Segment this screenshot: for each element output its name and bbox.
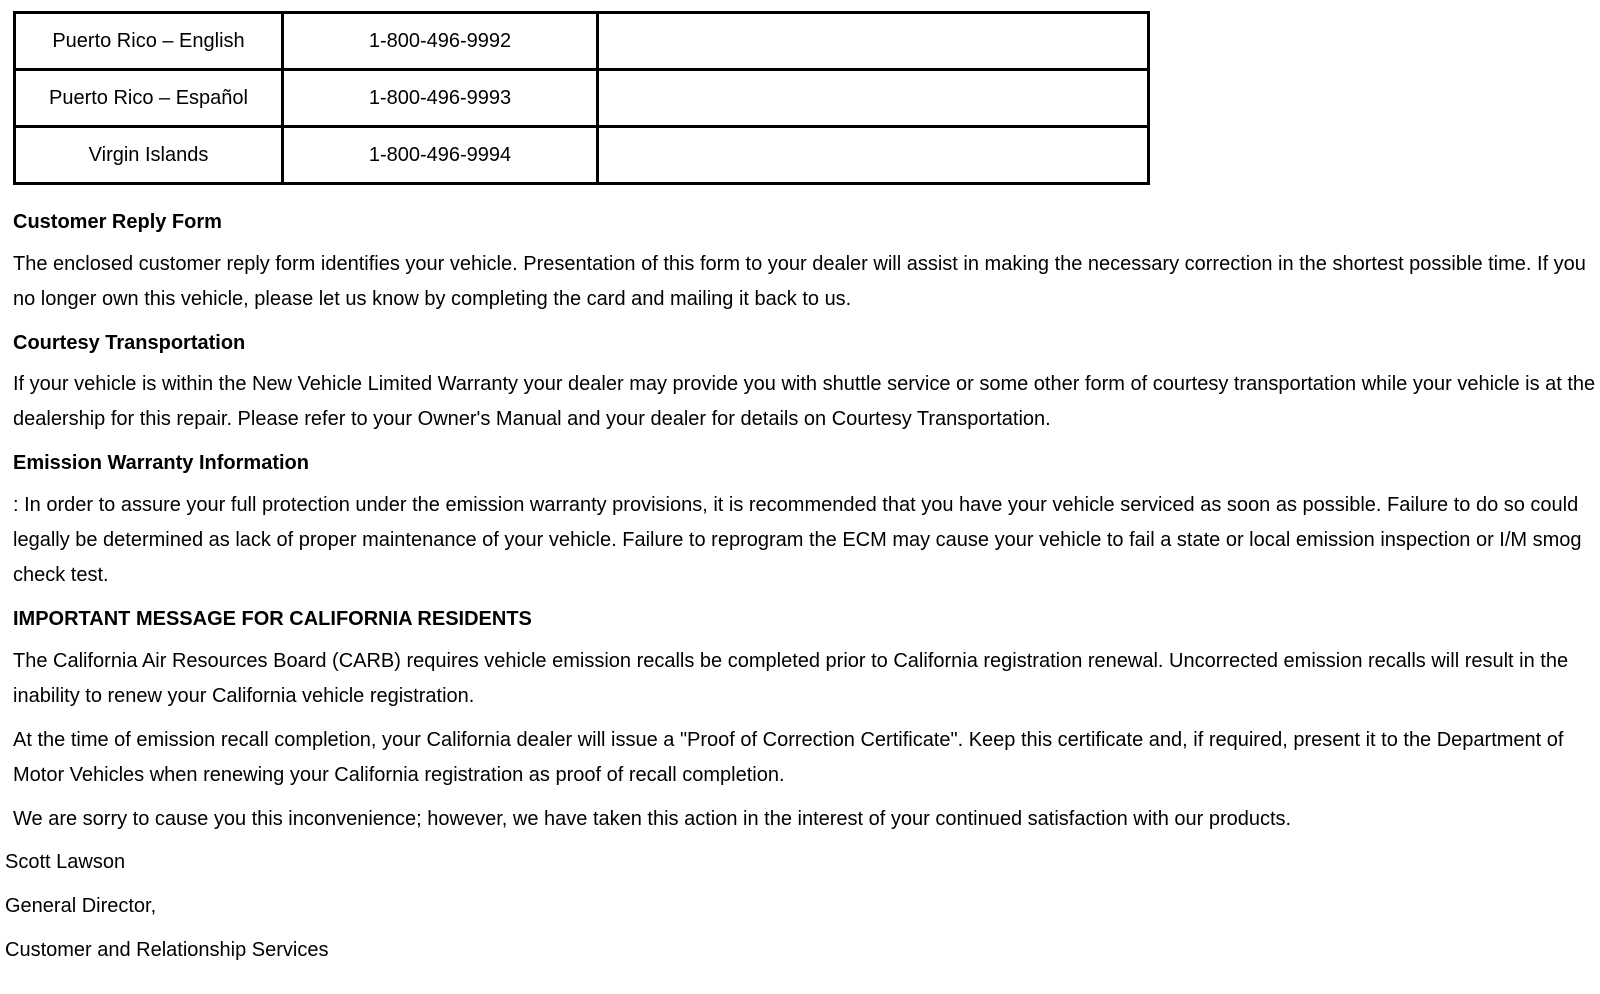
table-row <box>15 127 1149 184</box>
courtesy-transportation-heading: Courtesy Transportation <box>13 332 246 354</box>
signature-name: Scott Lawson <box>5 851 126 873</box>
phone-cell: 1-800-496-9994 <box>283 127 598 184</box>
closing-paragraph: We are sorry to cause you this inconvenience; however, we have taken this action in the interest of your continued satisfaction with our products. <box>13 808 1292 830</box>
california-body-1: The California Air Resources Board (CARB) requires vehicle emission recalls be completed prior to California registration renewal. Uncorrected emission recalls will result in the inability to renew your California vehicle registration. <box>13 650 1569 707</box>
signature-title: General Director, <box>5 895 157 917</box>
region-cell: Puerto Rico – English <box>15 13 283 70</box>
courtesy-transportation-body: If your vehicle is within the New Vehicle Limited Warranty your dealer may provide you with shuttle service or some other form of courtesy transportation while your vehicle is at the dealership for this repair. Please refer to your Owner's Manual and your dealer for details on Courtesy Transportation. <box>13 373 1596 430</box>
california-heading: IMPORTANT MESSAGE FOR CALIFORNIA RESIDENTS <box>13 608 532 630</box>
phone-cell: 1-800-496-9993 <box>283 70 598 127</box>
emission-warranty-heading: Emission Warranty Information <box>13 452 309 474</box>
region-cell: Virgin Islands <box>15 127 283 184</box>
emission-warranty-body: : In order to assure your full protection under the emission warranty provisions, it is recommended that you have your vehicle serviced as soon as possible. Failure to do so could legally be determined as lack of proper maintenance of your vehicle. Failure to reprogram the ECM may cause your vehicle to fail a state or local emission inspection or I/M smog check test. <box>13 494 1582 586</box>
california-body-2: At the time of emission recall completion, your California dealer will issue a "Proof of Correction Certificate". Keep this certificate and, if required, present it to the Department of Motor Vehicles when renewing your California registration as proof of recall completion. <box>13 729 1564 786</box>
table-row <box>15 13 1149 70</box>
contact-phone-table <box>13 11 1150 185</box>
region-cell: Puerto Rico – Español <box>15 70 283 127</box>
table-row <box>15 70 1149 127</box>
customer-reply-body: The enclosed customer reply form identifies your vehicle. Presentation of this form to your dealer will assist in making the necessary correction in the shortest possible time. If you no longer own this vehicle, please let us know by completing the card and mailing it back to us. <box>13 253 1586 310</box>
note-cell <box>598 13 1149 70</box>
note-cell <box>598 127 1149 184</box>
customer-reply-heading: Customer Reply Form <box>13 211 222 233</box>
signature-department: Customer and Relationship Services <box>5 939 329 961</box>
note-cell <box>598 70 1149 127</box>
phone-cell: 1-800-496-9992 <box>283 13 598 70</box>
